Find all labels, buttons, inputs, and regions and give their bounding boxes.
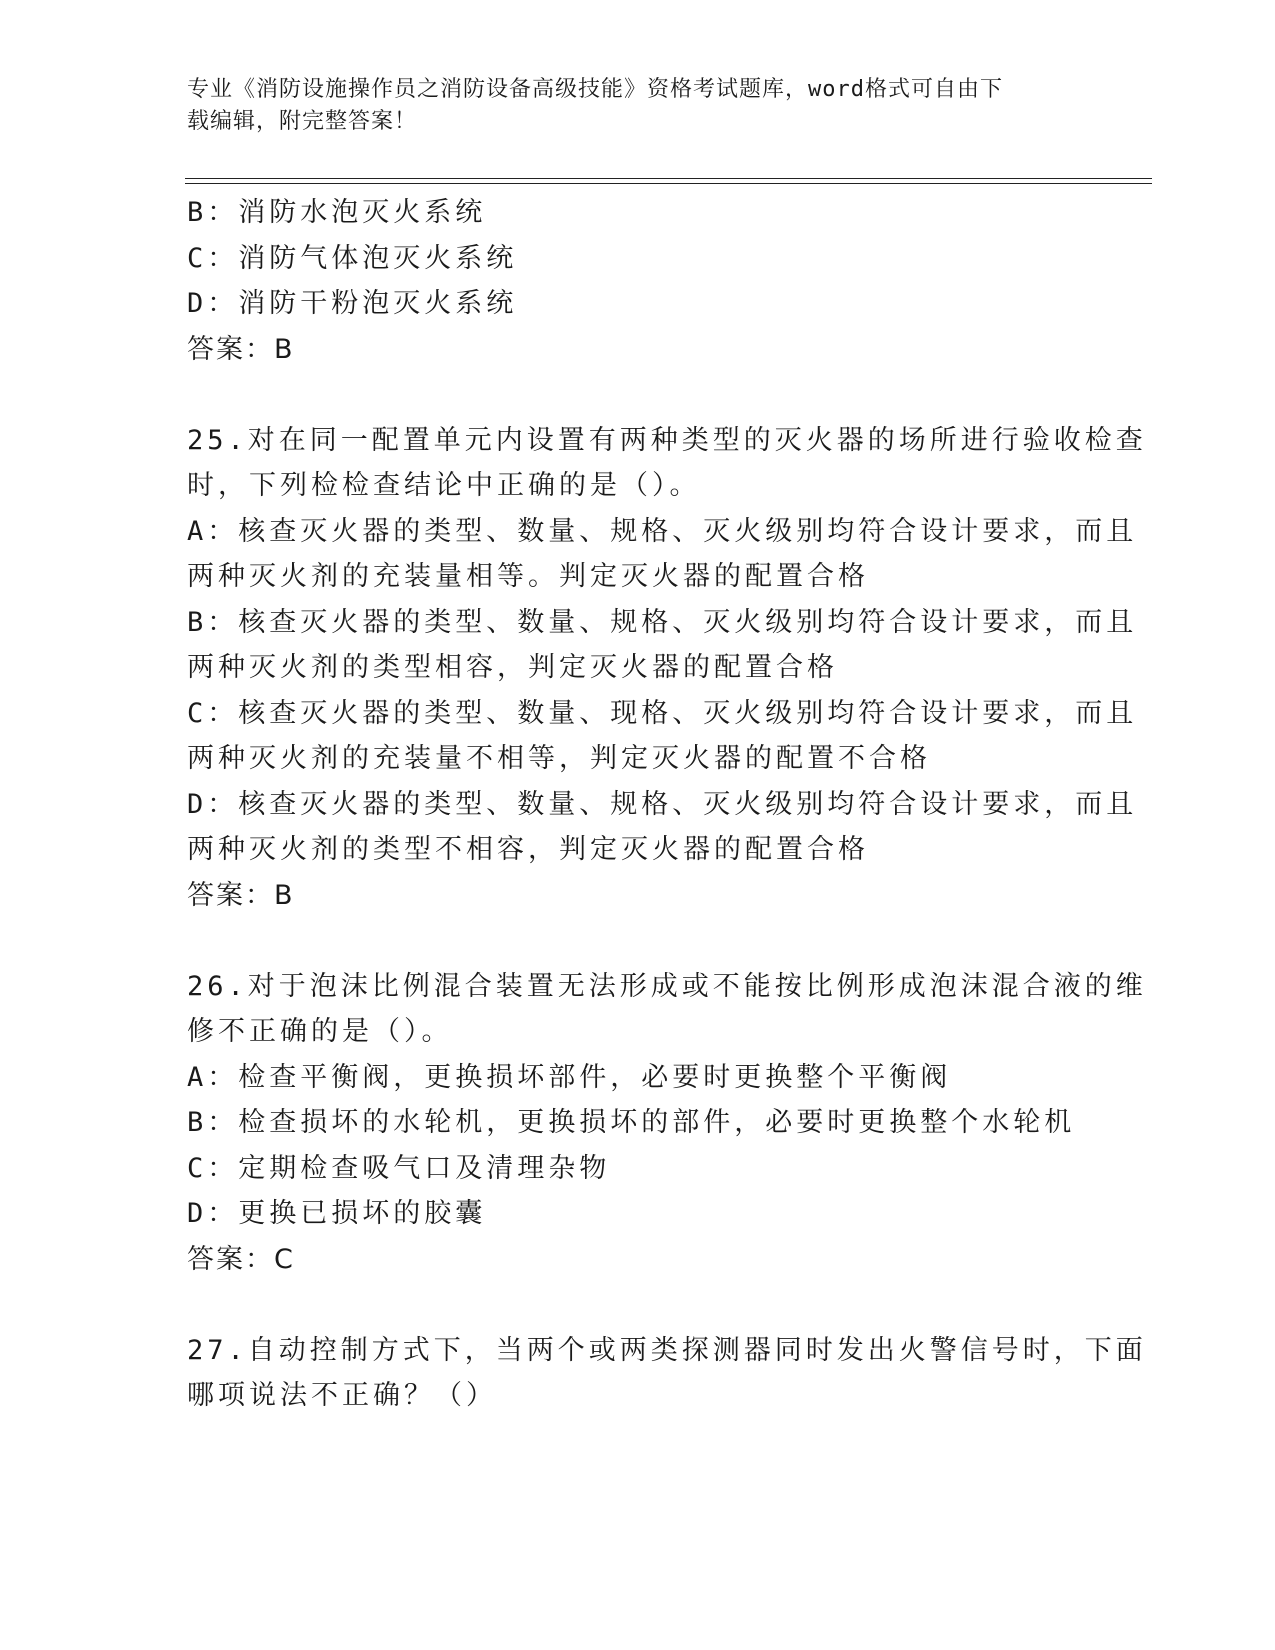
option-a: A：核查灭火器的类型、数量、规格、灭火级别均符合设计要求，而且 [187,515,1138,547]
question-stem: 修不正确的是（）。 [187,1016,453,1047]
document-body [187,190,1147,1419]
option-a: A：检查平衡阀，更换损坏部件，必要时更换整个平衡阀 [187,1061,952,1093]
question-26 [187,964,1147,1283]
answer: 答案：B [187,879,295,911]
option-b: B：核查灭火器的类型、数量、规格、灭火级别均符合设计要求，而且 [187,606,1138,638]
option-c: C：消防气体泡灭火系统 [187,242,518,274]
question-stem: 27.自动控制方式下，当两个或两类探测器同时发出火警信号时，下面 [187,1334,1147,1366]
option-d: D：消防干粉泡灭火系统 [187,288,518,319]
option-d: D：核查灭火器的类型、数量、规格、灭火级别均符合设计要求，而且 [187,788,1138,820]
header-line-2: 载编辑，附完整答案！ [187,109,418,134]
option-d: D：更换已损坏的胶囊 [187,1198,487,1229]
question-stem: 26.对于泡沫比例混合装置无法形成或不能按比例形成泡沫混合液的维 [187,970,1147,1002]
option-b: 两种灭火剂的类型相容，判定灭火器的配置合格 [187,652,838,683]
option-d: 两种灭火剂的类型不相容，判定灭火器的配置合格 [187,834,869,865]
header-line-1: 专业《消防设施操作员之消防设备高级技能》资格考试题库，word格式可自由下 [187,77,1003,102]
page-header [187,74,1067,138]
question-stem: 哪项说法不正确？（） [187,1380,497,1411]
header-divider-bottom [185,183,1152,184]
option-c: 两种灭火剂的充装量不相等，判定灭火器的配置不合格 [187,743,931,774]
question-24-tail [187,190,1087,372]
spacer [187,372,1087,418]
option-a: 两种灭火剂的充装量相等。判定灭火器的配置合格 [187,561,869,592]
question-stem: 时，下列检检查结论中正确的是（）。 [187,470,701,501]
answer: 答案：C [187,1243,295,1275]
option-c: C：定期检查吸气口及清理杂物 [187,1152,611,1184]
option-b: B：消防水泡灭火系统 [187,197,487,228]
option-c: C：核查灭火器的类型、数量、现格、灭火级别均符合设计要求，而且 [187,697,1138,729]
question-stem: 25.对在同一配置单元内设置有两种类型的灭火器的场所进行验收检查 [187,424,1147,456]
question-27 [187,1328,1147,1419]
spacer [187,918,1087,964]
answer: 答案：B [187,333,295,365]
spacer [187,1282,1087,1328]
question-25 [187,418,1147,919]
option-b: B：检查损坏的水轮机，更换损坏的部件，必要时更换整个水轮机 [187,1107,1076,1138]
header-divider-top [185,178,1152,179]
